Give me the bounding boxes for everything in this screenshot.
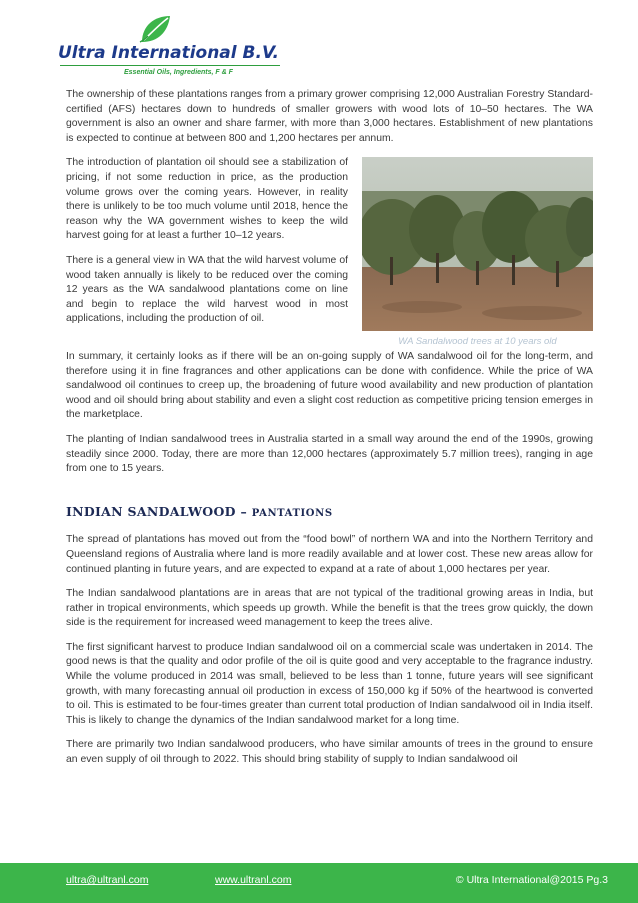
sandalwood-trees-photo	[362, 157, 593, 331]
paragraph: There is a general view in WA that the wild harvest volume of wood taken annually is likely to be reduced over the coming 12 years as the WA sandalwood plantations come on line and begin to replace the wild harvest wood in most applications, including the production of oil.	[66, 254, 348, 325]
paragraph: The spread of plantations has moved out from the “food bowl” of northern WA and into the Northern Territory and Queensland regions of Australia where land is more readily available and at lower cost. These new areas allow for continued planting in future years, and are expected to expand at a rate of about 1,000 hectares per year.	[66, 534, 593, 575]
paragraph: The ownership of these plantations ranges from a primary grower comprising 12,000 Australian Forestry Standard-certified (AFS) hectares down to hundreds of smaller growers with wood lots of 10–50 hectares. The WA government is also an owner and share farmer, with more than 3,000 hectares. Establishment of new plantations is expected to continue at between 800 and 1,200 hectares per annum.	[66, 89, 593, 144]
section-heading-main: INDIAN SANDALWOOD –	[66, 503, 252, 519]
section-heading	[66, 505, 593, 522]
brand-tagline: Essential Oils, Ingredients, F & F	[124, 69, 233, 76]
leaf-logo-icon	[138, 14, 172, 44]
paragraph: The introduction of plantation oil should see a stabilization of pricing, if not some reduction in price, as the production volume grows over the coming years. However, in reality there is unlikely to be too much volume until 2018, hence the reason why the WA government wishes to keep the wild harvest going for at least a further 10–12 years.	[66, 157, 348, 242]
figure	[362, 157, 593, 350]
footer-website-link[interactable]: www.ultranl.com	[215, 874, 292, 886]
text-column	[66, 156, 348, 350]
paragraph: The first significant harvest to produce Indian sandalwood oil on a commercial scale was undertaken in 2014. The good news is that the quality and odor profile of the oil is quite good and very acceptable to the fragrance industry. While the volume produced in 2014 was small, believed to be less than 1 tonne, future years will see significant growth, with many forecasting annual oil production in excess of 150,000 kg if 50% of the heartwood is converted to oil. This is estimated to be four-times greater than current total production of Indian sandalwood oil in India itself. This is likely to change the dynamics of the Indian sandalwood market for a long time.	[66, 641, 593, 726]
paragraph: The Indian sandalwood plantations are in areas that are not typical of the traditional growing areas in India, but rather in tropical environments, which speeds up growth. While the benefit is that the trees grow quickly, the down side is the requirement for increased weed management to keep the trees alive.	[66, 588, 593, 629]
section-heading-sub: PANTATIONS	[251, 507, 333, 519]
figure-caption: WA Sandalwood trees at 10 years old	[398, 336, 557, 348]
company-logo	[58, 14, 298, 74]
brand-name: Ultra International B.V.	[58, 43, 279, 63]
footer-copyright: © Ultra International@2015 Pg.3	[455, 874, 608, 886]
paragraph: There are primarily two Indian sandalwood producers, who have similar amounts of trees in the ground to ensure an even supply of oil through to 2022. This should bring stability of supply to Indian sandalwood oil	[66, 739, 593, 766]
paragraph: The planting of Indian sandalwood trees in Australia started in a small way around the end of the 1990s, growing steadily since 2000. Today, there are more than 12,000 hectares (approximately 5.7 million trees), ranging in age from one to 15 years.	[66, 433, 593, 475]
text-image-row	[66, 156, 593, 350]
brand-divider	[60, 65, 280, 66]
article-body	[66, 88, 593, 778]
footer-email-link[interactable]: ultra@ultranl.com	[66, 874, 149, 886]
paragraph: In summary, it certainly looks as if there will be an on-going supply of WA sandalwood oil for the long-term, and therefore using it in fine fragrances and other applications can be done with confidence. While the price of WA sandalwood oil continues to creep up, the broadening of future wood availability and new production of plantation wood and oil should bring about stability and even a slight cost reduction as competitive pricing tension emerges in the marketplace.	[66, 350, 593, 421]
page-footer	[0, 863, 638, 903]
